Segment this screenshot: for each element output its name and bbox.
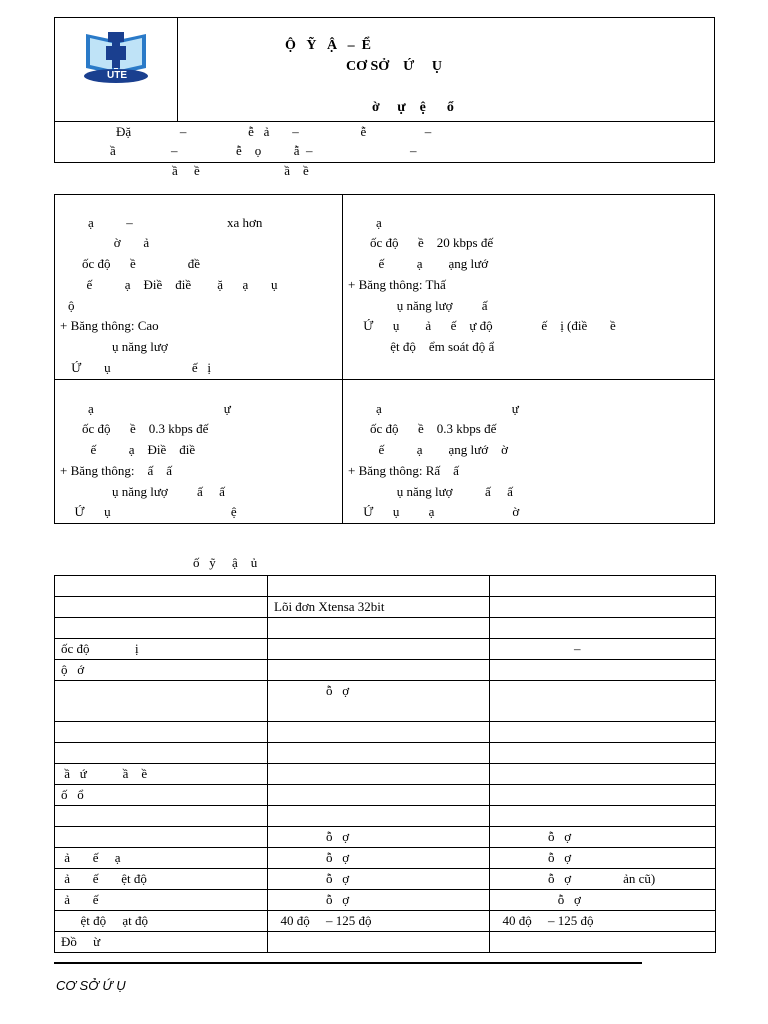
table-cell [490,806,716,827]
table-row [55,722,716,743]
table-cell [490,722,716,743]
table-cell: ỗ ợ [268,827,490,848]
table-cell: ả ế [55,890,268,911]
logo-text: UTE [107,70,127,81]
cell-line: ốc độ ề 20 kbps đế [370,235,494,250]
cell-line: ạ ự [376,401,519,416]
header-title-line3: ờ ự ệ ổ [372,100,454,115]
table-cell [490,681,716,722]
table-cell [268,806,490,827]
footer-text: CƠ SỞ Ứ Ụ [56,978,126,993]
table-cell [55,827,268,848]
table-cell [490,785,716,806]
table-cell: ỗ ợ [268,890,490,911]
table-cell [490,576,716,597]
table-cell [268,639,490,660]
table-cell: ộ ớ [55,660,268,681]
cell-line: ế ạ ạng lướ [372,256,489,271]
intro-line: ầ ề ầ ề [172,163,309,178]
comparison-horizontal-divider [54,379,715,380]
table-cell [268,618,490,639]
cell-line: Ứ ụ ế ị [68,360,211,375]
cell-line: Ứ ụ ả ế ự độ ế ị (điề ề [360,318,616,333]
table-row [55,743,716,764]
table-row [55,618,716,639]
cell-line: ụ năng lượ ấ ấ [348,484,513,499]
table-cell: ả ế ệt độ [55,869,268,890]
cell-line: + Băng thông: Thấ [348,277,446,292]
table-cell [490,597,716,618]
cell-line: + Băng thông: ấ ấ [60,463,173,478]
table-cell [55,618,268,639]
table-cell: ỗ ợ ản cũ) [490,869,716,890]
cell-line: ế ạ ạng lướ ờ [372,442,508,457]
cell-line: ốc độ ề 0.3 kbps đế [82,421,209,436]
table-cell: ỗ ợ [490,848,716,869]
table-cell [490,743,716,764]
cell-line: ạ [376,215,382,230]
cell-line: Ứ ụ ệ [68,504,237,519]
cell-line: Ứ ụ ạ ờ [360,504,520,519]
table-cell [490,618,716,639]
spec-table [54,575,716,953]
university-logo [80,24,152,84]
table-cell: ố ổ [55,785,268,806]
table-cell [268,764,490,785]
header-info-line1: Đặ – ễ ả – ễ – [116,124,432,139]
table-cell [490,764,716,785]
table-row [55,681,716,722]
footer-rule [54,962,642,964]
table-cell [55,743,268,764]
header-title-line1: Ộ Ỹ Ậ – Ể [285,38,371,53]
table-cell [55,681,268,722]
table-cell: Lõi đơn Xtensa 32bit [268,597,490,618]
cell-line: + Băng thông: Rấ ấ [348,463,459,478]
table-caption: ố ỹ ậ ủ [193,555,258,570]
table-row [55,597,716,618]
table-cell: ầ ứ ầ ề [55,764,268,785]
cell-line: ụ năng lượ ấ [348,298,488,313]
cell-line: ộ [68,298,75,313]
cell-line: ốc độ ề 0.3 kbps đế [370,421,497,436]
header-row-separator [54,121,715,122]
table-cell [490,932,716,953]
table-row [55,869,716,890]
header-info-line2: ầ – ễ ọ ẫ – – [110,143,417,158]
table-cell: ỗ ợ [490,890,716,911]
table-cell: ỗ ợ [268,681,490,722]
header-title-line2: CƠ SỞ Ứ Ụ [346,59,442,74]
table-row [55,785,716,806]
table-cell: ỗ ợ [268,869,490,890]
cell-line: ạ ự [88,401,231,416]
table-cell: 40 độ – 125 độ [268,911,490,932]
table-row [55,576,716,597]
table-row [55,806,716,827]
table-cell [55,576,268,597]
table-cell: ốc độ ị [55,639,268,660]
cell-line: ụ năng lượ [60,339,168,354]
table-cell [268,722,490,743]
comparison-vertical-divider [342,194,343,524]
header-frame [54,17,715,163]
table-cell [268,660,490,681]
table-cell [268,743,490,764]
table-row [55,827,716,848]
table-cell [55,722,268,743]
cell-line: ờ ả [104,235,150,250]
table-cell: – [490,639,716,660]
table-row [55,911,716,932]
cell-line: ệt độ ểm soát độ ẩ [348,339,495,354]
table-cell: Đồ ừ [55,932,268,953]
table-row [55,660,716,681]
table-cell [268,785,490,806]
table-row [55,890,716,911]
table-row [55,932,716,953]
table-row [55,639,716,660]
cell-line: ế ạ Điề điề ặ ạ ụ [80,277,278,292]
table-cell [55,806,268,827]
cell-line: ốc độ ề đề [82,256,201,271]
table-cell [55,597,268,618]
cell-line: ụ năng lượ ấ ấ [60,484,225,499]
table-cell [268,932,490,953]
table-cell: ả ế ạ [55,848,268,869]
cell-line: + Băng thông: Cao [60,318,159,333]
header-divider [177,17,178,122]
table-cell: ỗ ợ [490,827,716,848]
table-cell: 40 độ – 125 độ [490,911,716,932]
cell-line: ế ạ Điề điề [84,442,196,457]
cell-line: ạ – xa hơn [88,215,263,230]
table-cell: ệt độ ạt độ [55,911,268,932]
table-cell [490,660,716,681]
table-row [55,848,716,869]
table-row [55,764,716,785]
table-cell: ỗ ợ [268,848,490,869]
table-cell [268,576,490,597]
